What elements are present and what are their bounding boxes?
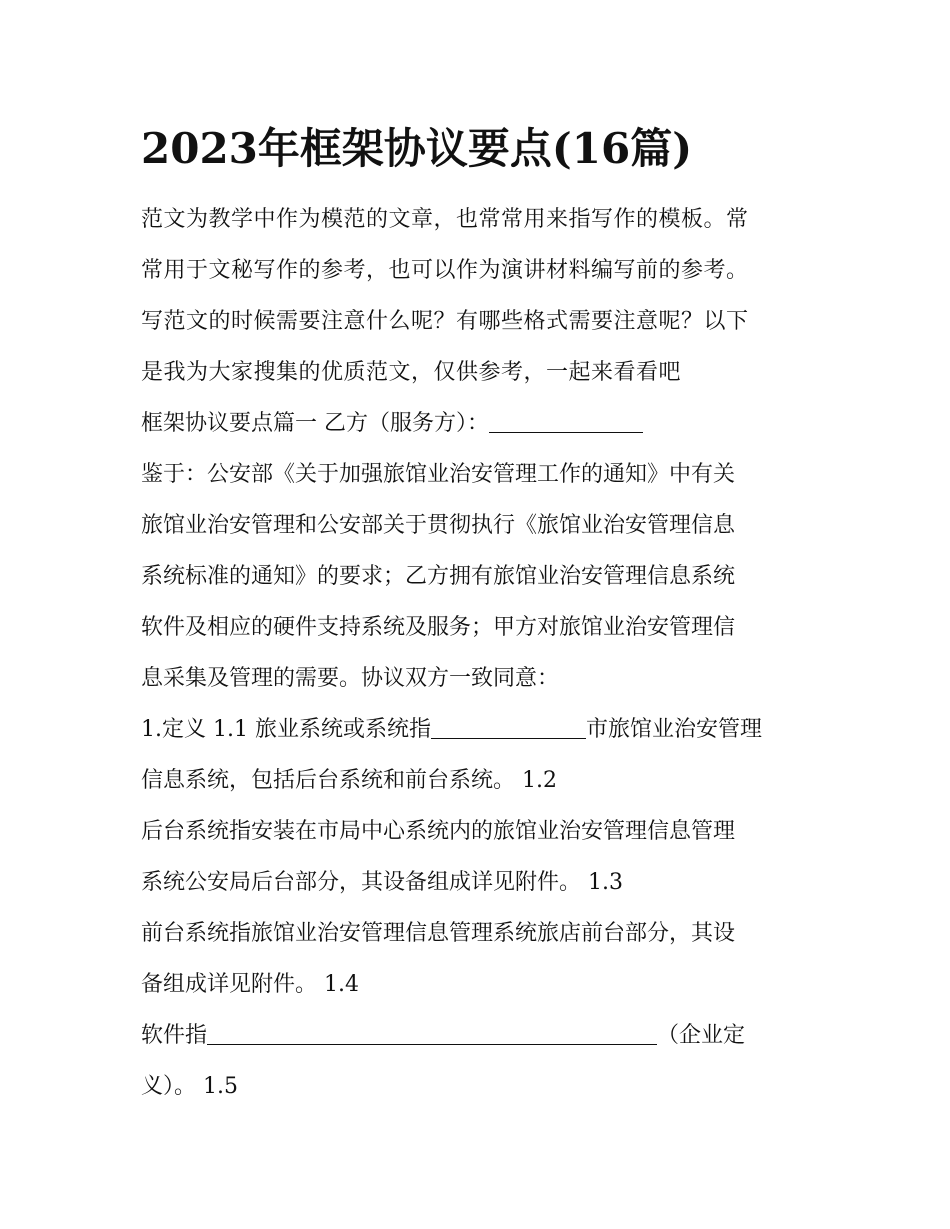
definition-line: 系统公安局后台部分，其设备组成详见附件。 1.3 [141,870,623,895]
definition-line: 义）。 1.5 [141,1074,238,1099]
body-line: 鉴于：公安部《关于加强旅馆业治安管理工作的通知》中有关 [141,462,736,487]
definition-line: 前台系统指旅馆业治安管理信息管理系统旅店前台部分，其设 [141,921,736,946]
definition-line: 信息系统，包括后台系统和前台系统。 1.2 [141,768,557,793]
definition-text: 软件指 [141,1023,208,1048]
body-line: 软件及相应的硬件支持系统及服务；甲方对旅馆业治安管理信 [141,615,736,640]
intro-line: 是我为大家搜集的优质范文，仅供参考，一起来看看吧 [141,360,682,385]
intro-line: 常用于文秘写作的参考，也可以作为演讲材料编写前的参考。 [141,258,749,283]
document-title: 2023年框架协议要点(16篇) [141,124,693,173]
definition-line: 备组成详见附件。 1.4 [141,972,359,997]
definition-line: 后台系统指安装在市局中心系统内的旅馆业治安管理信息管理 [141,819,736,844]
intro-line: 范文为教学中作为模范的文章，也常常用来指写作的模板。常 [141,207,749,232]
body-line: 旅馆业治安管理和公安部关于贯彻执行《旅馆业治安管理信息 [141,513,736,538]
definition-text: 市旅馆业治安管理 [585,717,762,742]
document-page [141,118,821,1112]
fill-in-blank [207,1022,657,1045]
definition-text: 1.定义 1.1 旅业系统或系统指 [141,717,431,742]
software-definition-line [141,1010,821,1061]
definition-line [141,704,821,755]
body-line: 息采集及管理的需要。协议双方一致同意： [141,666,560,691]
fill-in-blank [431,716,586,739]
body-line: 系统标准的通知》的要求；乙方拥有旅馆业治安管理信息系统 [141,564,736,589]
section-heading-line [141,398,821,449]
definition-text: （企业定 [657,1023,746,1048]
intro-line: 写范文的时候需要注意什么呢？有哪些格式需要注意呢？以下 [141,309,749,334]
fill-in-blank [489,410,643,433]
section-heading: 框架协议要点篇一 乙方（服务方）： [141,411,489,436]
